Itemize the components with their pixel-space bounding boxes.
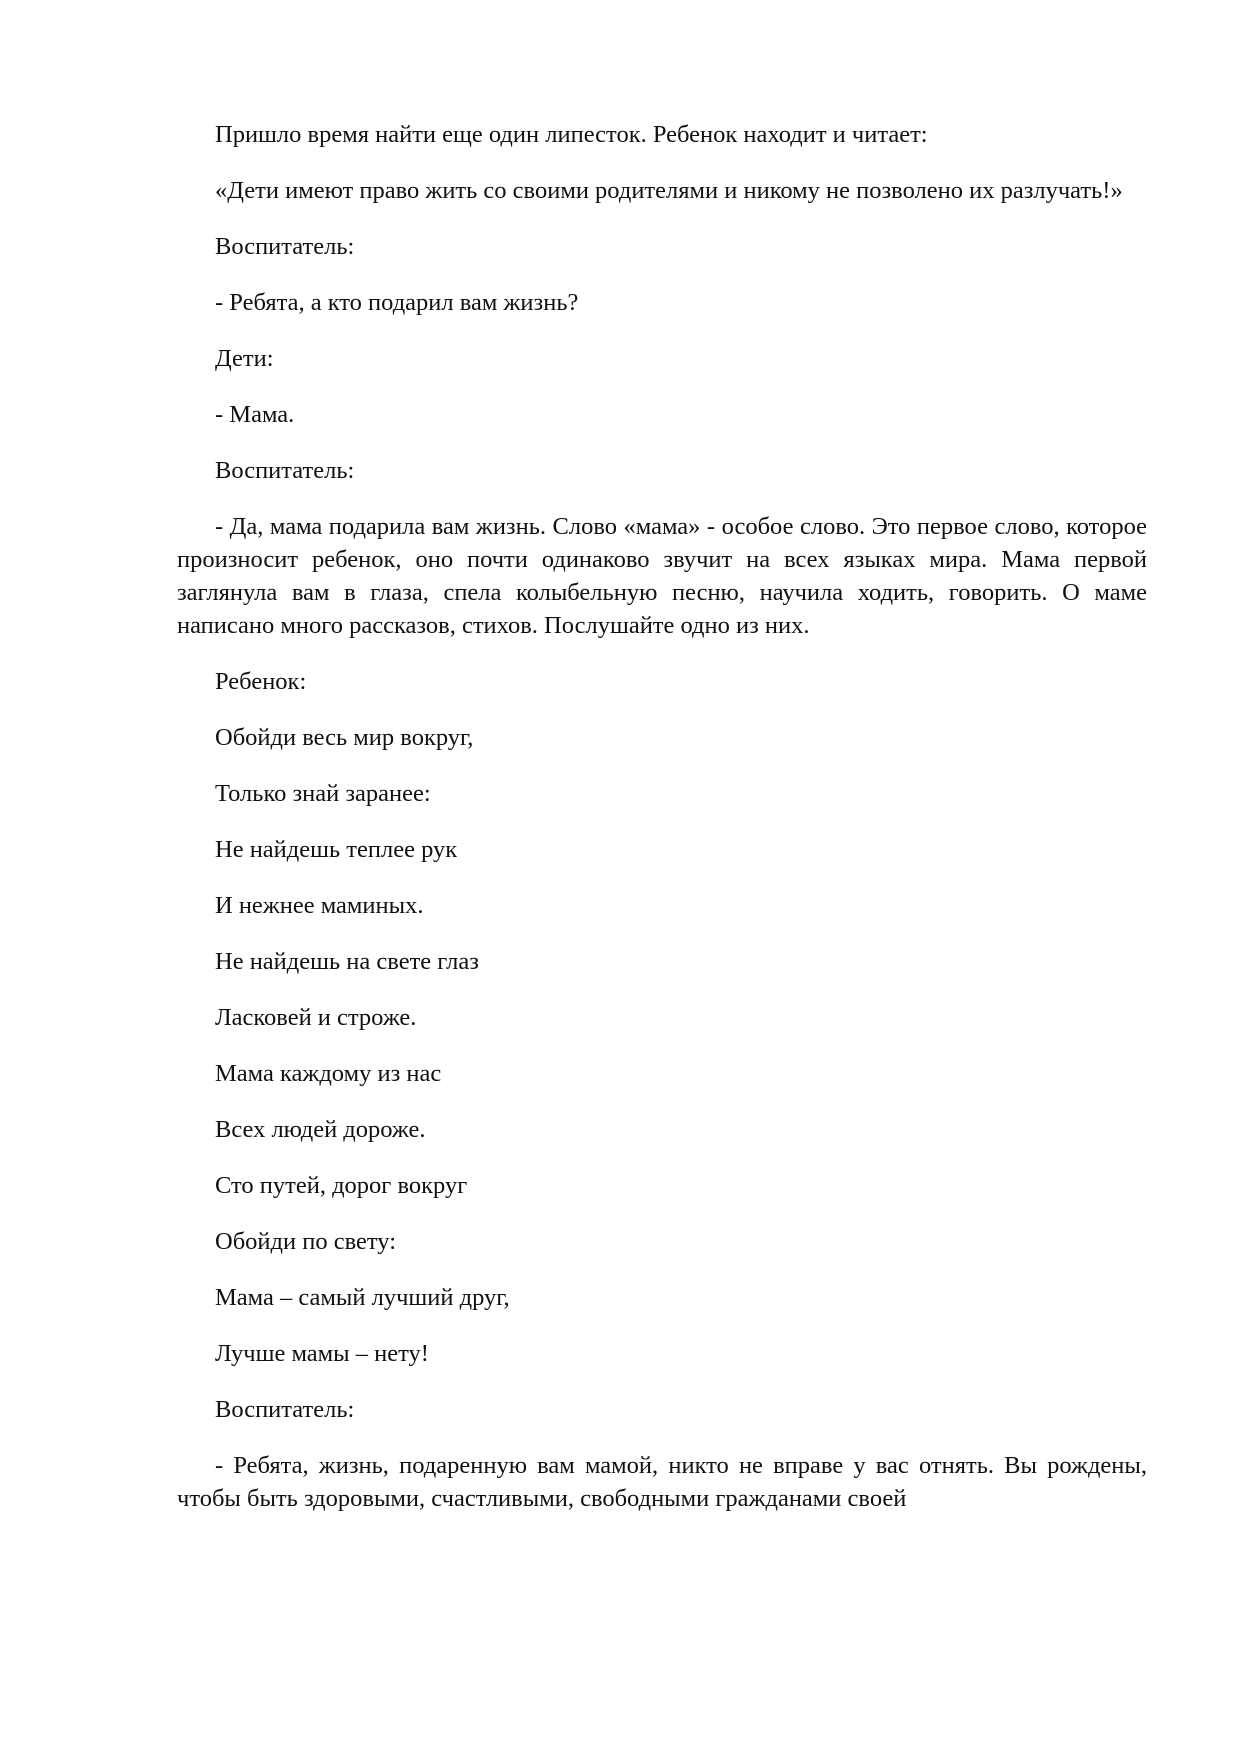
poem-line: Мама каждому из нас bbox=[215, 1060, 442, 1087]
poem-line: Всех людей дороже. bbox=[215, 1116, 426, 1143]
paragraph-question: - Ребята, а кто подарил вам жизнь? bbox=[215, 289, 579, 316]
speaker-teacher: Воспитатель: bbox=[215, 233, 355, 260]
poem-line: Обойди по свету: bbox=[215, 1228, 396, 1255]
document-body bbox=[177, 118, 1147, 1515]
paragraph-answer: - Мама. bbox=[215, 401, 295, 428]
poem-line: Ласковей и строже. bbox=[215, 1004, 417, 1031]
paragraph-quote: «Дети имеют право жить со своими родителями и никому не позволено их разлучать!» bbox=[215, 177, 1123, 204]
paragraph-intro: Пришло время найти еще один липесток. Ребенок находит и читает: bbox=[215, 121, 928, 148]
speaker-children: Дети: bbox=[215, 345, 274, 372]
poem-line: Только знай заранее: bbox=[215, 780, 431, 807]
poem-line: Мама – самый лучший друг, bbox=[215, 1284, 510, 1311]
poem-line: Не найдешь на свете глаз bbox=[215, 948, 479, 975]
paragraph-closing: - Ребята, жизнь, подаренную вам мамой, никто не вправе у вас отнять. Вы рождены, чтобы быть здоровыми, счастливыми, свободными гражданами своей bbox=[177, 1452, 1147, 1512]
poem-line: Сто путей, дорог вокруг bbox=[215, 1172, 468, 1199]
speaker-teacher: Воспитатель: bbox=[215, 457, 355, 484]
speaker-teacher: Воспитатель: bbox=[215, 1396, 355, 1423]
paragraph-mama: - Да, мама подарила вам жизнь. Слово «мама» - особое слово. Это первое слово, которое произносит ребенок, оно почти одинаково звучит на всех языках мира. Мама первой заглянула вам в глаза, спела колыбельную песню, научила ходить, говорить. О маме написано много рассказов, стихов. Послушайте одно из них. bbox=[177, 513, 1147, 639]
poem-line: И нежнее маминых. bbox=[215, 892, 424, 919]
speaker-child: Ребенок: bbox=[215, 668, 307, 695]
poem-line: Лучше мамы – нету! bbox=[215, 1340, 429, 1367]
poem-line: Обойди весь мир вокруг, bbox=[215, 724, 474, 751]
poem-line: Не найдешь теплее рук bbox=[215, 836, 458, 863]
